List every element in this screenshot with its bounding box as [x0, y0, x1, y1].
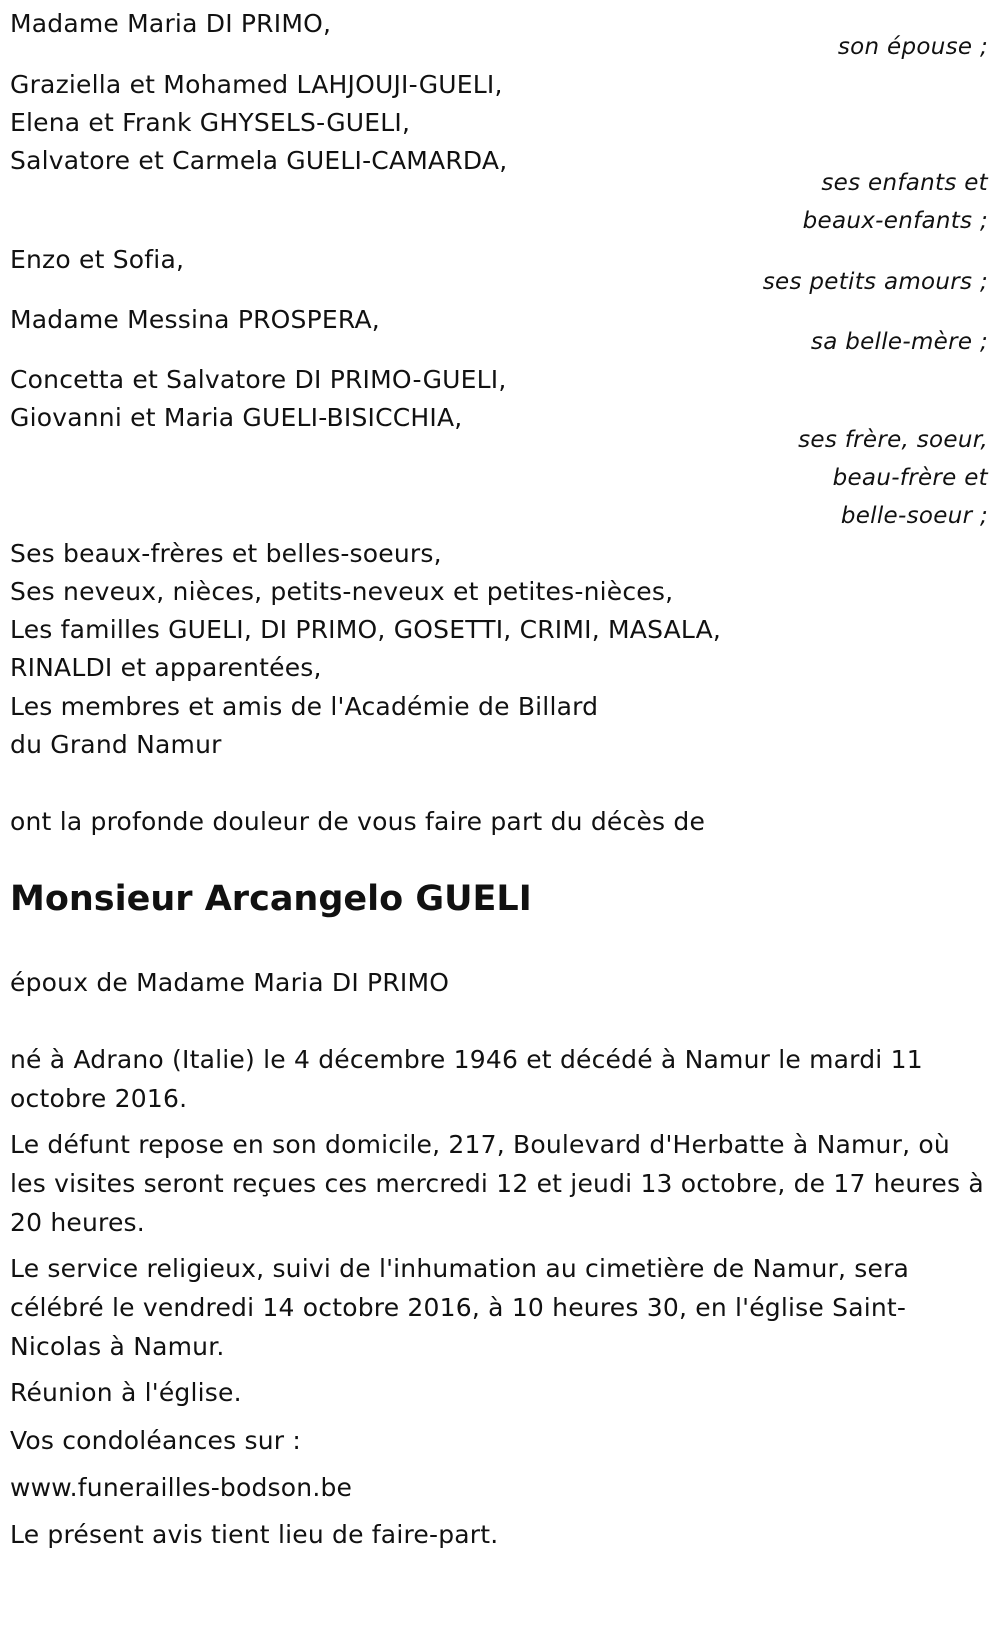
spouse-name: Madame Maria DI PRIMO, — [10, 9, 332, 38]
sibling-name: Giovanni et Maria GUELI-BISICCHIA, — [10, 403, 463, 432]
mother-in-law-name: Madame Messina PROSPERA, — [10, 305, 380, 334]
grandchildren-role: ses petits amours ; — [762, 269, 988, 295]
child-name: Salvatore et Carmela GUELI-CAMARDA, — [10, 146, 508, 175]
condolences-website-link[interactable]: www.funerailles-bodson.be — [10, 1473, 353, 1502]
relatives-line: Ses neveux, nièces, petits-neveux et petites-nièces, — [10, 577, 674, 606]
relatives-line: Les membres et amis de l'Académie de Billard — [10, 692, 599, 721]
condolences-label: Vos condoléances sur : — [10, 1426, 301, 1455]
mother-in-law-role: sa belle-mère ; — [810, 329, 988, 355]
children-role-line: beaux-enfants ; — [802, 208, 988, 234]
visitation-paragraph: Le défunt repose en son domicile, 217, Boulevard d'Herbatte à Namur, où les visites seront reçues ces mercredi 12 et jeudi 13 octobre, de 17 heures à 20 heures. — [10, 1130, 984, 1237]
child-name: Elena et Frank GHYSELS-GUELI, — [10, 108, 411, 137]
birth-death-paragraph: né à Adrano (Italie) le 4 décembre 1946 et décédé à Namur le mardi 11 octobre 2016. — [10, 1045, 923, 1113]
siblings-role-line: beau-frère et — [832, 465, 988, 491]
sibling-name: Concetta et Salvatore DI PRIMO-GUELI, — [10, 365, 507, 394]
reception-paragraph: Réunion à l'église. — [10, 1378, 242, 1407]
siblings-role-line: ses frère, soeur, — [798, 427, 988, 453]
child-name: Graziella et Mohamed LAHJOUJI-GUELI, — [10, 70, 503, 99]
relatives-line: Les familles GUELI, DI PRIMO, GOSETTI, CRIMI, MASALA, — [10, 615, 722, 644]
relatives-line: Ses beaux-frères et belles-soeurs, — [10, 539, 442, 568]
spouse-role: son épouse ; — [837, 34, 988, 60]
children-role-line: ses enfants et — [821, 170, 988, 196]
deceased-name: Monsieur Arcangelo GUELI — [10, 879, 532, 919]
relatives-line: du Grand Namur — [10, 730, 222, 759]
funeral-service-paragraph: Le service religieux, suivi de l'inhumation au cimetière de Namur, sera célébré le vendredi 14 octobre 2016, à 10 heures 30, en l'église Saint-Nicolas à Namur. — [10, 1254, 910, 1361]
spouse-of-text: époux de Madame Maria DI PRIMO — [10, 968, 450, 997]
siblings-role-line: belle-soeur ; — [840, 503, 988, 529]
relatives-line: RINALDI et apparentées, — [10, 653, 322, 682]
announcement-text: ont la profonde douleur de vous faire part du décès de — [10, 807, 706, 836]
closing-note: Le présent avis tient lieu de faire-part. — [10, 1520, 499, 1549]
grandchildren-name: Enzo et Sofia, — [10, 245, 185, 274]
